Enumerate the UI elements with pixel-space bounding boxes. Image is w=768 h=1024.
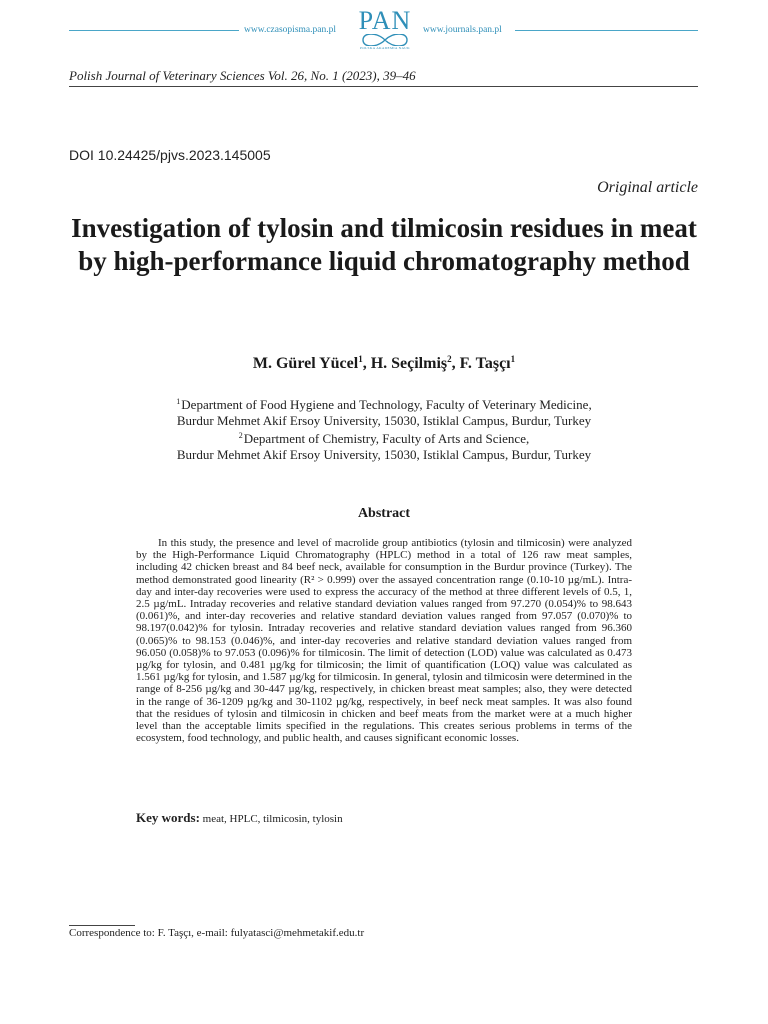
keywords-text: meat, HPLC, tilmicosin, tylosin [202, 813, 343, 825]
abstract-heading: Abstract [357, 506, 411, 521]
affiliation-line [0, 394, 768, 413]
author-sep: , [362, 355, 371, 372]
logo-subtitle: POLSKA AKADEMIA NAUK [360, 46, 410, 50]
author-list [0, 354, 768, 373]
header-line-right [515, 30, 698, 31]
journal-citation: Polish Journal of Veterinary Sciences Vol. 26, No. 1 (2023), 39–46 [69, 68, 416, 83]
paper-title: Investigation of tylosin and tilmicosin residues in meat by high-performance liquid chromatography method [71, 213, 697, 276]
logo-text: PAN [358, 6, 412, 35]
header-url-left[interactable]: www.czasopisma.pan.pl [244, 25, 336, 35]
header-line-left [69, 30, 239, 31]
author-name: H. Seçilmiş [370, 355, 448, 372]
author-affil-sup: 2 [447, 354, 452, 364]
keywords-label: Key words: [136, 810, 200, 825]
header-rule [69, 86, 698, 87]
pan-logo [352, 8, 418, 58]
correspondence: Correspondence to: F. Taşçı, e-mail: fulyatasci@mehmetakif.edu.tr [69, 927, 365, 939]
doi[interactable]: DOI 10.24425/pjvs.2023.145005 [69, 147, 271, 163]
author-name: F. Taşçı [459, 355, 511, 372]
affiliation-line: Burdur Mehmet Akif Ersoy University, 15030, Istiklal Campus, Burdur, Turkey [176, 412, 592, 428]
article-type: Original article [597, 179, 698, 196]
affiliation-line: Burdur Mehmet Akif Ersoy University, 15030, Istiklal Campus, Burdur, Turkey [176, 446, 592, 462]
affil-sup: 2 [238, 431, 243, 440]
author-sep: , [451, 355, 460, 372]
affiliation-line [0, 428, 768, 447]
footnote-rule [69, 925, 135, 926]
author-affil-sup: 1 [358, 354, 363, 364]
abstract-body: In this study, the presence and level of macrolide group antibiotics (tylosin and tilmicosin) were analyzed by the High-Performance Liquid Chromatography (HPLC) method in a total of 126 raw meat samples, including 42 chicken breast and 84 beef neck, available for consumption in the Burdur province (Turkey). The method demonstrated good linearity (R² > 0.999) over the assayed concentration range (0.10-10 µg/mL). Intra-day and inter-day recoveries were used to express the accuracy of the method at three different levels of 0.5, 1, 2.5 µg/mL. Intraday recoveries and relative standard deviation values ranged from 97.270 (0.054)% to 98.643 (0.061)%, and inter-day recoveries and relative standard deviation values ranged from 97.057 (0.070)% to 98.197(0.042)% for tylosin. Intraday recoveries and relative standard deviation values ranged from 96.360 (0.065)% to 98.153 (0.046)%, and inter-day recoveries and relative standard deviation values ranged from 96.050 (0.058)% to 97.053 (0.096)% for tilmicosin. The limit of detection (LOD) value was calculated as 0.473 µg/kg for tylosin, and 0.481 µg/kg for tilmicosin; the limit of quantification (LOQ) value was calculated as 1.561 µg/kg for tylosin, and 1.587 µg/kg for tilmicosin. In general, tylosin and tilmicosin were determined in the range of 8-256 µg/kg and 30-447 µg/kg, respectively, in chicken breast meat samples; also, they were detected in the range of 36-1209 µg/kg and 30-1102 µg/kg, respectively, in beef neck meat samples. It was also found that the residues of tylosin and tilmicosin in chicken and beef meats from the market were at a much higher level than the acceptable limits specified in the regulations. This creates serious problems in terms of the ecosystem, food technology, and public health, and causes significant economic losses. [136, 537, 632, 745]
author-name: M. Gürel Yücel [252, 355, 359, 372]
affil-text: Department of Chemistry, Faculty of Arts and Science, [243, 431, 530, 446]
affiliations [0, 394, 768, 462]
keywords [136, 810, 343, 826]
affil-sup: 1 [176, 397, 181, 406]
header-url-right[interactable]: www.journals.pan.pl [423, 25, 502, 35]
infinity-icon [355, 34, 415, 46]
author-affil-sup: 1 [510, 354, 516, 364]
affil-text: Department of Food Hygiene and Technology, Faculty of Veterinary Medicine, [181, 397, 592, 412]
